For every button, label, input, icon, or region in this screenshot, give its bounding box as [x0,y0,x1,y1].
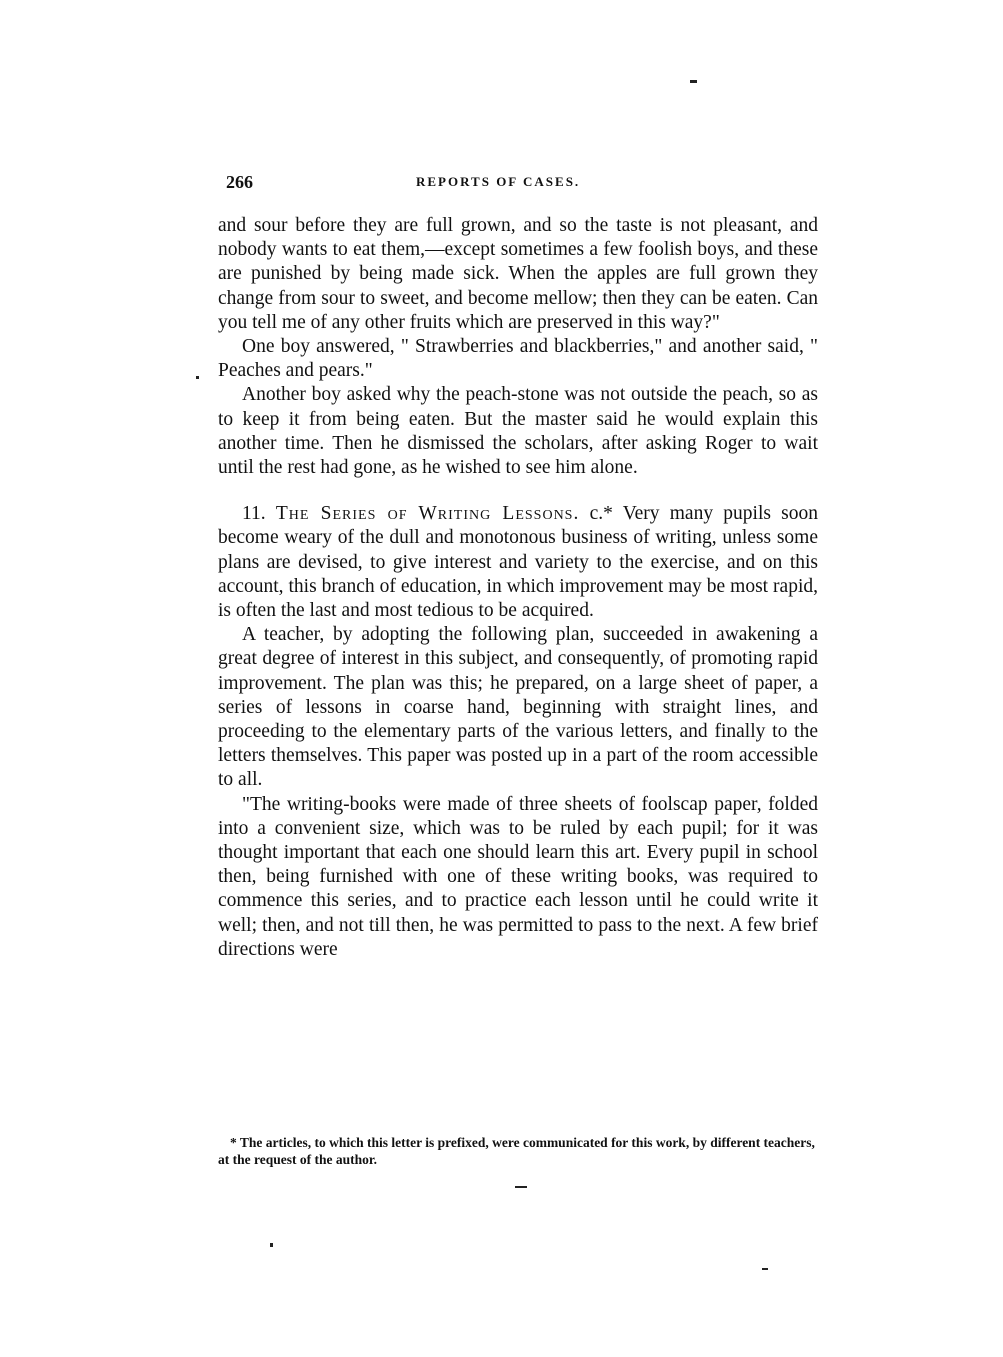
scan-speck [762,1268,768,1270]
paragraph-continued: and sour before they are full grown, and so the taste is not pleasant, and nobody wants to eat them,—except sometimes a few foolish boys, and these are punished by being made sick. When the apples are full grown they change from sour to sweet, and become mellow; then they can be eaten. Can you tell me of any other fruits which are preserved in this way?" [218,215,818,333]
scan-speck [515,1186,527,1188]
section-title: The Series of Writing Lessons. [275,503,580,525]
section-number: 11. [242,503,266,525]
page-header [226,172,818,196]
running-title: REPORTS OF CASES. [416,174,581,189]
body-text [218,214,818,962]
paragraph-answers: One boy answered, " Strawberries and blackberries," and another said, " Peaches and pears." [218,336,818,382]
paragraph-writing-books: "The writing-books were made of three sheets of foolscap paper, folded into a convenient size, which was to be ruled by each pupil; for it was thought important that each one should learn this art. Every pupil in school then, being furnished with one of these writing books, was required to commence this series, and to practice each lesson until he could write it well; then, and not till then, he was permitted to pass to the next. A few brief directions were [218,793,818,960]
scan-speck [196,376,199,379]
paragraph-peach-stone: Another boy asked why the peach-stone was not outside the peach, so as to keep it from being eaten. But the master said he would explain this another time. Then he dismissed the scholars, after asking Roger to wait until the rest had gone, as he wished to see him alone. [218,384,818,479]
footnote-text: * The articles, to which this letter is prefixed, were communicated for this work, by different teachers, at the request of the author. [218,1135,815,1167]
section-writing-lessons [218,502,818,623]
page-number: 266 [226,172,253,192]
scan-speck [690,80,697,83]
footnote [218,1134,818,1168]
scan-speck [270,1243,273,1247]
section-text: Very many pupils soon become weary of the dull and monotonous business of writing, unless some plans are devised, to give interest and variety to the exercise, and on this account, this branch of education, in which improvement may be most rapid, is often the last and most tedious to be acquired. [218,503,819,622]
section-mark: c.* [589,503,613,525]
paragraph-teacher-plan: A teacher, by adopting the following plan, succeeded in awakening a great degree of interest in this subject, and consequently, of promoting rapid improvement. The plan was this; he prepared, on a large sheet of paper, a series of lessons in coarse hand, beginning with straight lines, and proceeding to the elementary parts of the various letters, and finally to the letters themselves. This paper was posted up in a part of the room accessible to all. [218,624,818,791]
